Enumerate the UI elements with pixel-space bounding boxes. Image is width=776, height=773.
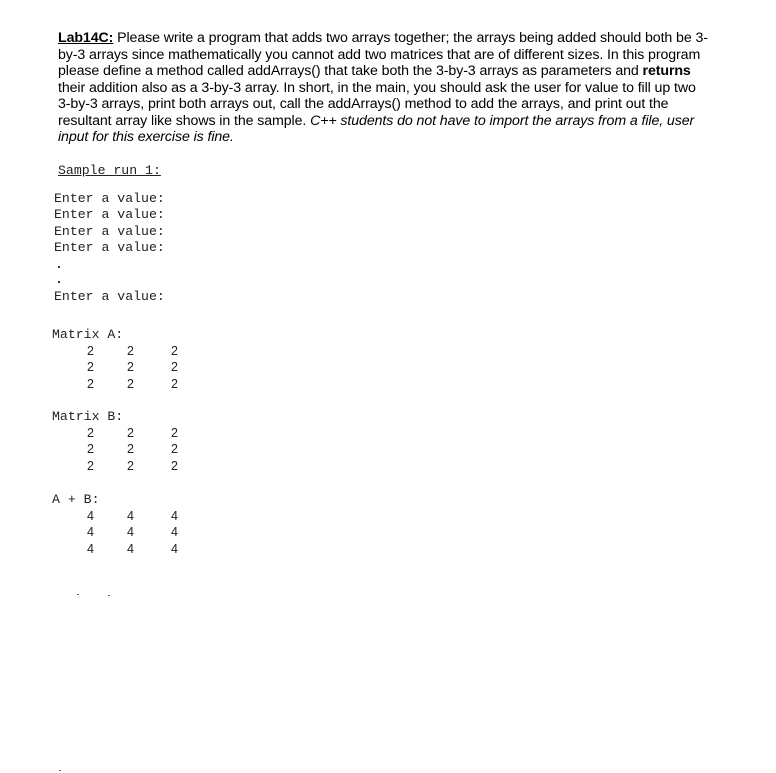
matrix-cell: 2 bbox=[87, 376, 94, 391]
instructions-text-2: their addition also as a 3-by-3 array. In short, in the main, you should ask the user for value to fill up two 3-by-3 arrays, print both arrays out, call the addArrays() method to add the arrays, and print out the resultant array like shows in the sample. bbox=[58, 79, 696, 129]
matrix-row bbox=[60, 343, 178, 359]
matrix-b-label: Matrix B: bbox=[52, 409, 124, 424]
matrix-cell: 4 bbox=[171, 525, 178, 540]
matrix-cell: 2 bbox=[171, 442, 178, 457]
matrix-a-grid bbox=[60, 343, 178, 392]
matrix-cell: 2 bbox=[127, 360, 134, 375]
matrix-row bbox=[60, 524, 178, 540]
matrix-cell: 2 bbox=[87, 458, 94, 473]
matrix-cell: 2 bbox=[127, 344, 134, 359]
matrix-row bbox=[60, 441, 178, 457]
matrix-cell: 2 bbox=[171, 426, 178, 441]
matrix-cell: 2 bbox=[87, 344, 94, 359]
cpp-note: C++ students do not have to import the arrays from a file, user input for this exercise is fine. bbox=[58, 112, 695, 145]
scan-speck bbox=[59, 770, 61, 771]
matrix-row bbox=[60, 359, 178, 375]
matrix-cell: 2 bbox=[127, 426, 134, 441]
matrix-cell: 2 bbox=[127, 376, 134, 391]
matrix-cell: 2 bbox=[171, 376, 178, 391]
matrix-cell: 2 bbox=[171, 360, 178, 375]
matrix-cell: 4 bbox=[127, 541, 134, 556]
matrix-cell: 4 bbox=[87, 525, 94, 540]
matrix-cell: 4 bbox=[127, 525, 134, 540]
scan-speck bbox=[77, 594, 79, 595]
ellipsis-dot bbox=[58, 266, 60, 268]
matrix-cell: 4 bbox=[171, 541, 178, 556]
matrix-row bbox=[60, 458, 178, 474]
matrix-cell: 2 bbox=[171, 344, 178, 359]
sum-grid bbox=[60, 508, 178, 557]
matrix-row bbox=[60, 376, 178, 392]
matrix-b-grid bbox=[60, 425, 178, 474]
prompt-line: Enter a value: bbox=[54, 240, 165, 255]
matrix-a-label: Matrix A: bbox=[52, 327, 124, 342]
instructions-paragraph bbox=[58, 30, 708, 146]
matrix-row bbox=[60, 541, 178, 557]
prompt-line-last: Enter a value: bbox=[54, 289, 165, 304]
sum-label: A + B: bbox=[52, 492, 100, 507]
matrix-cell: 2 bbox=[127, 458, 134, 473]
matrix-cell: 4 bbox=[87, 509, 94, 524]
ellipsis-dot bbox=[58, 281, 60, 283]
matrix-cell: 2 bbox=[87, 426, 94, 441]
matrix-cell: 4 bbox=[87, 541, 94, 556]
lab-id: Lab14C: bbox=[58, 30, 114, 46]
matrix-cell: 2 bbox=[87, 360, 94, 375]
matrix-cell: 2 bbox=[127, 442, 134, 457]
scan-speck bbox=[108, 595, 110, 596]
matrix-cell: 2 bbox=[87, 442, 94, 457]
matrix-row bbox=[60, 425, 178, 441]
matrix-cell: 4 bbox=[171, 509, 178, 524]
instructions-text-1: Please write a program that adds two arrays together; the arrays being added should both be 3-by-3 arrays since mathematically you cannot add two matrices that are of different sizes. In this program please define a method called addArrays() that take both the 3-by-3 arrays as parameters and bbox=[58, 30, 708, 79]
prompt-line: Enter a value: bbox=[54, 191, 165, 206]
matrix-cell: 4 bbox=[127, 509, 134, 524]
matrix-row bbox=[60, 508, 178, 524]
returns-keyword: returns bbox=[642, 63, 691, 79]
matrix-cell: 2 bbox=[171, 458, 178, 473]
prompt-line: Enter a value: bbox=[54, 207, 165, 222]
sample-heading: Sample run 1: bbox=[58, 163, 161, 178]
prompt-line: Enter a value: bbox=[54, 224, 165, 239]
